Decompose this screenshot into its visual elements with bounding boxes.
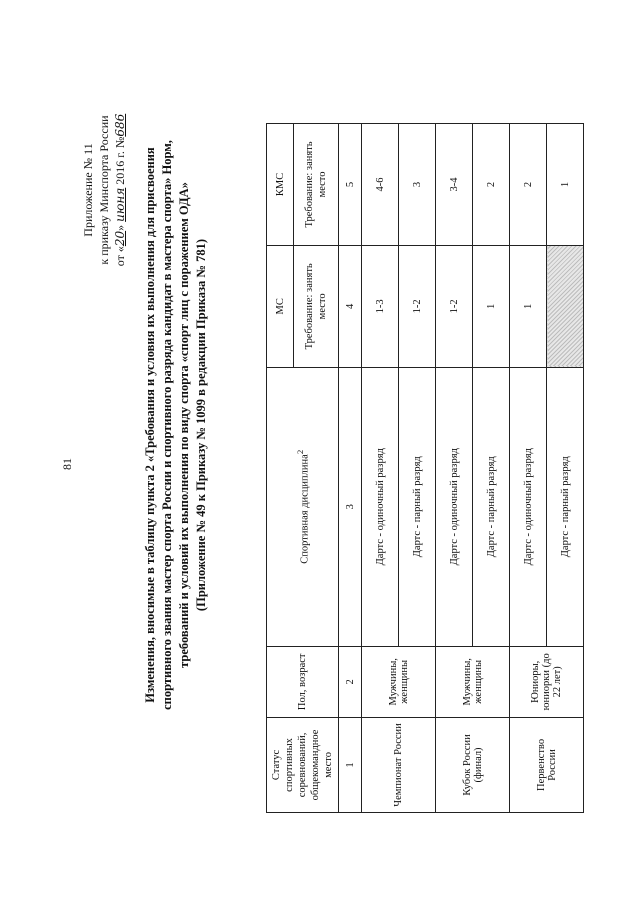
date-year: 2016 г. № bbox=[113, 136, 127, 185]
header-kms-requirement: Требование: занять место bbox=[294, 124, 339, 246]
table-number-row bbox=[339, 124, 362, 813]
date-mid: » bbox=[113, 224, 127, 231]
gender-cell: Мужчины, женщины bbox=[362, 646, 436, 717]
discipline-cell: Дартс - одиночный разряд bbox=[436, 367, 473, 646]
ms-cell: 1 bbox=[473, 245, 510, 367]
date-prefix: от « bbox=[113, 246, 127, 267]
page-number: 81 bbox=[60, 458, 74, 470]
header-discipline-text: Спортивная дисциплина bbox=[299, 454, 311, 564]
handwritten-day: 20 bbox=[113, 230, 127, 247]
kms-cell: 3 bbox=[399, 124, 436, 246]
appendix-line-2: к приказу Минспорта России bbox=[97, 115, 111, 265]
header-kms: КМС bbox=[267, 124, 294, 246]
table-row bbox=[362, 124, 399, 813]
kms-cell: 3-4 bbox=[436, 124, 473, 246]
header-status: Статус спортивных соревнований, общекомандное место bbox=[267, 717, 339, 812]
column-number: 1 bbox=[339, 717, 362, 812]
title-line-1: Изменения, вносимые в таблицу пункта 2 «Требования и условия их выполнения для присвоения bbox=[143, 147, 157, 703]
handwritten-month: июня bbox=[113, 187, 127, 222]
discipline-cell: Дартс - парный разряд bbox=[473, 367, 510, 646]
title-line-3: требований и условий их выполнения по виду спорта «спорт лиц с поражением ОДА» bbox=[177, 182, 191, 668]
header-discipline bbox=[267, 367, 339, 646]
ms-cell: 1-3 bbox=[362, 245, 399, 367]
table-row bbox=[510, 124, 547, 813]
ms-cell: 1-2 bbox=[436, 245, 473, 367]
table-row bbox=[436, 124, 473, 813]
status-cell: Первенство России bbox=[510, 717, 584, 812]
table-header-row bbox=[267, 124, 294, 813]
footnote-marker: 2 bbox=[294, 449, 305, 455]
appendix-date-line bbox=[112, 105, 128, 275]
appendix-line-1: Приложение № 11 bbox=[81, 143, 95, 237]
column-number: 3 bbox=[339, 367, 362, 646]
handwritten-order-number: 686 bbox=[113, 113, 127, 137]
header-ms-requirement: Требование: занять место bbox=[294, 245, 339, 367]
kms-cell: 2 bbox=[510, 124, 547, 246]
column-number: 2 bbox=[339, 646, 362, 717]
appendix-block bbox=[80, 105, 128, 275]
ms-cell: 1 bbox=[510, 245, 547, 367]
column-number: 5 bbox=[339, 124, 362, 246]
gender-cell: Юниоры, юниорки (до 22 лет) bbox=[510, 646, 584, 717]
discipline-cell: Дартс - парный разряд bbox=[547, 367, 584, 646]
status-cell: Чемпионат России bbox=[362, 717, 436, 812]
column-number: 4 bbox=[339, 245, 362, 367]
ms-cell-shaded bbox=[547, 245, 584, 367]
discipline-cell: Дартс - парный разряд bbox=[399, 367, 436, 646]
discipline-cell: Дартс - одиночный разряд bbox=[362, 367, 399, 646]
header-ms: МС bbox=[267, 245, 294, 367]
ms-cell: 1-2 bbox=[399, 245, 436, 367]
gender-cell: Мужчины, женщины bbox=[436, 646, 510, 717]
title-line-2: спортивного звания мастер спорта России и спортивного разряда кандидат в мастера спорта» Норм, bbox=[160, 140, 174, 710]
header-gender: Пол, возраст bbox=[267, 646, 339, 717]
kms-cell: 4-6 bbox=[362, 124, 399, 246]
status-cell: Кубок России (финал) bbox=[436, 717, 510, 812]
kms-cell: 2 bbox=[473, 124, 510, 246]
kms-cell: 1 bbox=[547, 124, 584, 246]
requirements-table bbox=[266, 123, 584, 813]
title-line-4: (Приложение № 49 к Приказу № 1099 в редакции Приказа № 781) bbox=[194, 238, 208, 612]
document-title bbox=[142, 105, 210, 745]
discipline-cell: Дартс - одиночный разряд bbox=[510, 367, 547, 646]
